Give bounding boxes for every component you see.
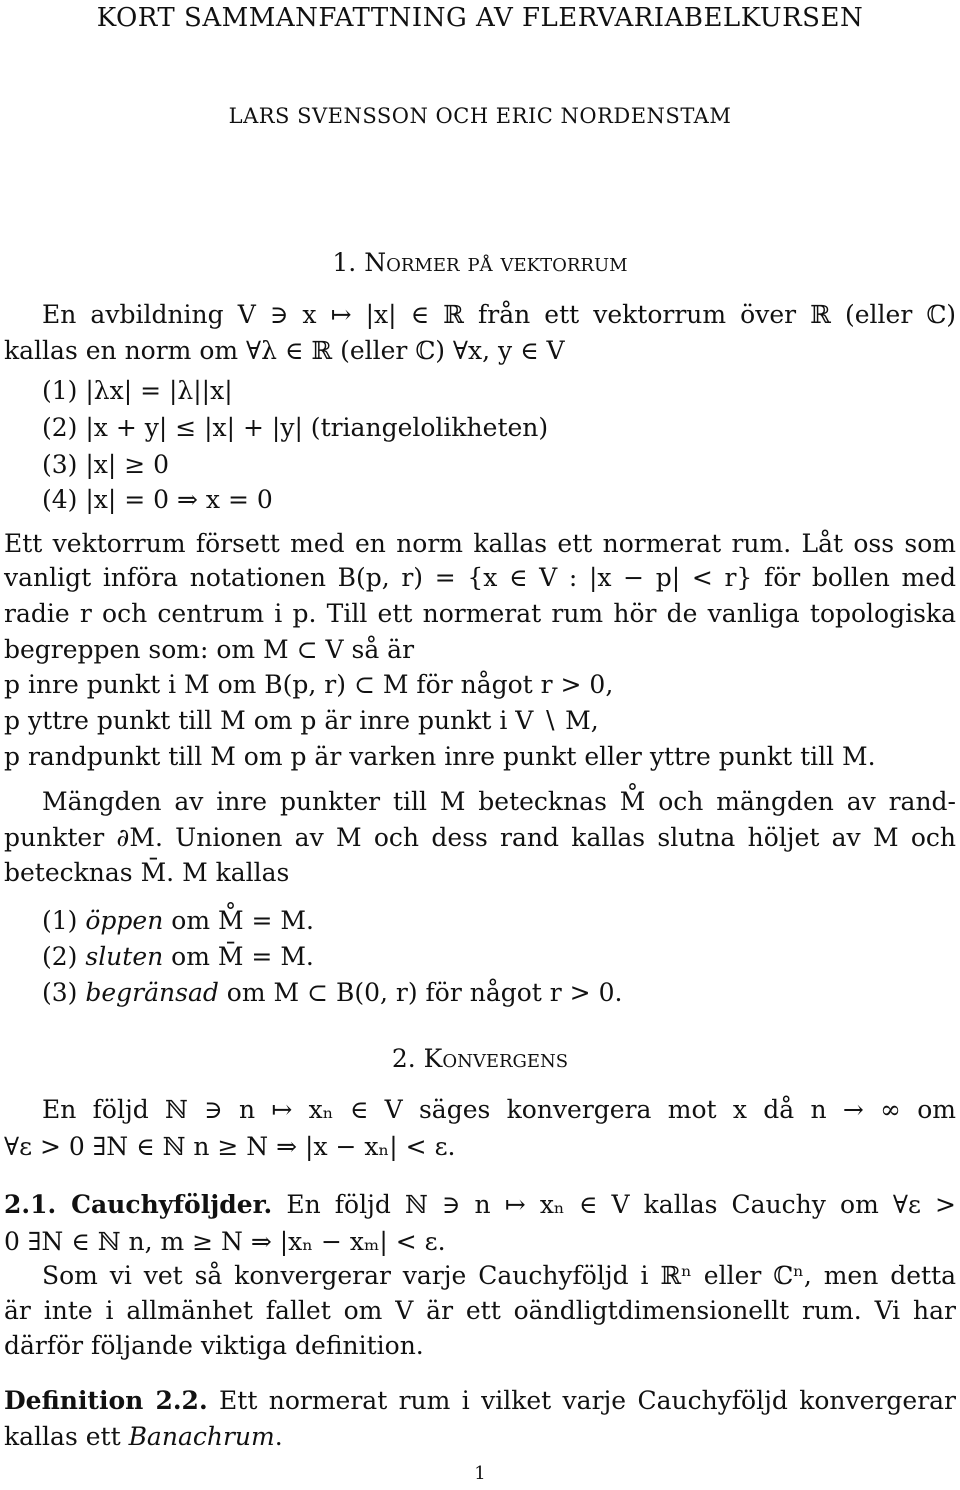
paragraph-line-4: begreppen som: om M ⊂ V så är — [4, 635, 415, 664]
intro-line-2: kallas en norm om ∀λ ∈ ℝ (eller ℂ) ∀x, y ∈ V — [4, 336, 565, 365]
paragraph2-line-2: punkter ∂M. Unionen av M och dess rand kallas slutna höljet av M och — [4, 823, 956, 852]
paragraph-line-1: Ett vektorrum försett med en norm kallas ett normerat rum. Låt oss som — [4, 529, 956, 558]
paragraph-line-7: p randpunkt till M om p är varken inre punkt eller yttre punkt till M. — [4, 742, 876, 771]
cauchy-text-1: En följd ℕ ∋ n ↦ xₙ ∈ V kallas Cauchy om ∀ε > — [272, 1190, 956, 1219]
authors: LARS SVENSSON OCH ERIC NORDENSTAM — [228, 104, 732, 128]
cauchy-line-2: 0 ∃N ∈ ℕ n, m ≥ N ⇒ |xₙ − xₘ| < ε. — [4, 1227, 446, 1256]
axiom-2: (2) |x + y| ≤ |x| + |y| (triangelolikheten) — [42, 413, 549, 442]
definition-line-2: kallas ett Banachrum. — [4, 1422, 283, 1451]
intro-line-1: En avbildning V ∋ x ↦ |x| ∈ ℝ från ett vektorrum över ℝ (eller ℂ) — [42, 300, 956, 329]
axiom-3: (3) |x| ≥ 0 — [42, 450, 170, 479]
case-open: (1) öppen om M̊ = M. — [42, 906, 314, 935]
case-closed: (2) sluten om M̄ = M. — [42, 942, 314, 971]
case-bounded: (3) begränsad om M ⊂ B(0, r) för något r > 0. — [42, 978, 623, 1007]
cauchy-label: 2.1. Cauchyföljder. — [4, 1190, 273, 1219]
paragraph-line-2: vanligt införa notationen B(p, r) = {x ∈ V : |x − p| < r} för bollen med — [4, 563, 956, 592]
convergence-line-1: En följd ℕ ∋ n ↦ xₙ ∈ V säges konvergera mot x då n → ∞ om — [42, 1095, 956, 1124]
axiom-1: (1) |λx| = |λ||x| — [42, 376, 233, 405]
remark-line-3: därför följande viktiga definition. — [4, 1331, 424, 1360]
axiom-4: (4) |x| = 0 ⇒ x = 0 — [42, 485, 273, 514]
paragraph-line-5: p inre punkt i M om B(p, r) ⊂ M för något r > 0, — [4, 670, 614, 699]
section-2-heading: 2. Konvergens — [391, 1044, 569, 1073]
section-1-heading: 1. Normer på vektorrum — [332, 248, 628, 277]
paragraph2-line-3: betecknas M̄. M kallas — [4, 858, 290, 887]
definition-label: Definition 2.2. — [4, 1386, 208, 1415]
remark-line-2: är inte i allmänhet fallet om V är ett oändligtdimensionellt rum. Vi har — [4, 1296, 956, 1325]
paragraph-line-3: radie r och centrum i p. Till ett normerat rum hör de vanliga topologiska — [4, 599, 956, 628]
page-number: 1 — [474, 1463, 486, 1484]
convergence-line-2: ∀ε > 0 ∃N ∈ ℕ n ≥ N ⇒ |x − xₙ| < ε. — [4, 1132, 456, 1161]
remark-line-1: Som vi vet så konvergerar varje Cauchyföljd i ℝⁿ eller ℂⁿ, men detta — [42, 1261, 956, 1290]
document-title: KORT SAMMANFATTNING AV FLERVARIABELKURSEN — [96, 3, 864, 33]
cauchy-line-1 — [4, 1189, 956, 1221]
definition-text-1: Ett normerat rum i vilket varje Cauchyföljd konvergerar — [207, 1386, 956, 1415]
paragraph2-line-1: Mängden av inre punkter till M betecknas M̊ och mängden av rand- — [42, 787, 956, 816]
paragraph-line-6: p yttre punkt till M om p är inre punkt i V ∖ M, — [4, 706, 599, 735]
definition-line-1 — [4, 1385, 956, 1417]
